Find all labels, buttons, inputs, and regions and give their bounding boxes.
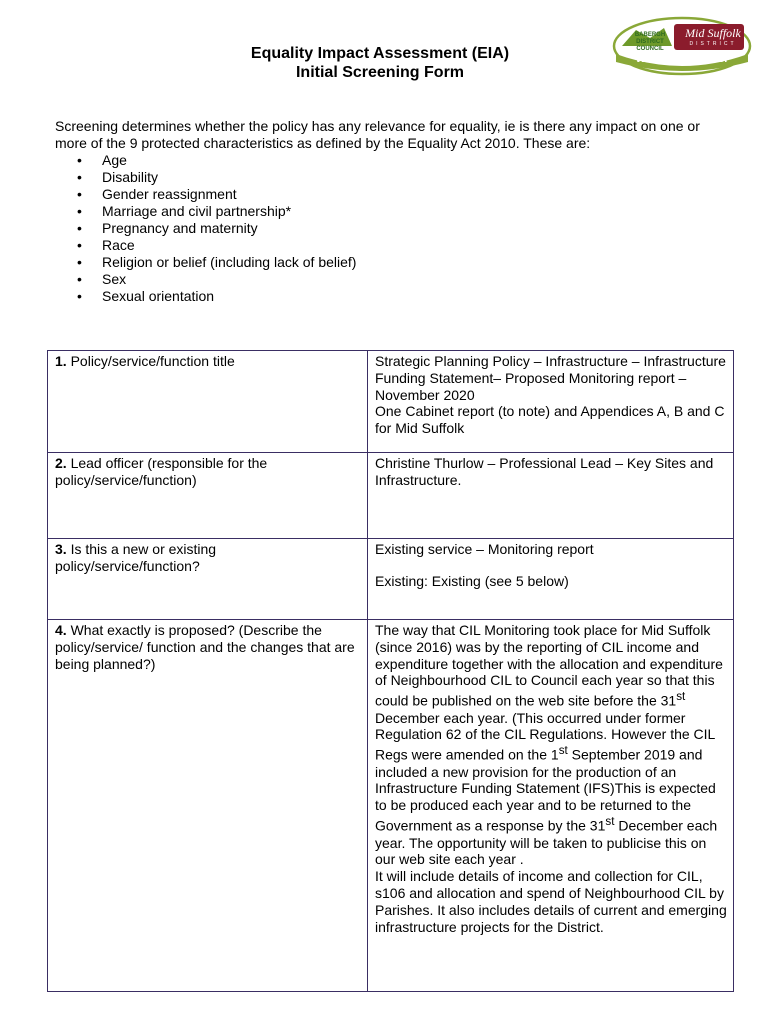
table-row — [48, 351, 734, 453]
question-text: Lead officer (responsible for the policy/service/function) — [55, 455, 268, 488]
bullet: • — [77, 254, 82, 270]
list-item: • Marriage and civil partnership* — [77, 203, 292, 219]
question-text: Policy/service/function title — [70, 353, 235, 369]
question-cell — [48, 620, 368, 992]
screening-table — [47, 350, 734, 992]
answer-text: One Cabinet report (to note) and Appendices A, B and C for Mid Suffolk — [375, 403, 725, 437]
bullet: • — [77, 169, 82, 185]
question-cell — [48, 539, 368, 620]
table-row — [48, 620, 734, 992]
bullet: • — [77, 203, 82, 219]
bullet: • — [77, 220, 82, 236]
list-item: • Sex — [77, 271, 127, 287]
bullet: • — [77, 186, 82, 202]
list-item: • Disability — [77, 169, 159, 185]
form-title-block — [150, 44, 610, 82]
question-number: 1. — [55, 353, 67, 369]
district-logo-text: DISTRICT — [689, 41, 737, 47]
list-item: • Pregnancy and maternity — [77, 220, 258, 236]
bullet: • — [77, 152, 82, 168]
screening-intro — [55, 118, 715, 305]
answer-cell — [368, 453, 734, 539]
answer-cell — [368, 351, 734, 453]
answer-text: Christine Thurlow – Professional Lead – Key Sites and Infrastructure. — [375, 455, 714, 488]
answer-text: Existing service – Monitoring report — [375, 541, 594, 557]
question-cell — [48, 453, 368, 539]
question-cell — [48, 351, 368, 453]
list-item: • Gender reassignment — [77, 186, 237, 202]
question-number: 3. — [55, 541, 67, 557]
answer-text: Strategic Planning Policy – Infrastructure – Infrastructure Funding Statement– Proposed Monitoring report – November 2020 — [375, 353, 726, 403]
babergh-logo-text: BABERGH DISTRICT COUNCIL — [634, 32, 666, 52]
table-row — [48, 539, 734, 620]
question-number: 4. — [55, 622, 67, 638]
council-logo — [612, 16, 752, 76]
answer-text: It will include details of income and collection for CIL, s106 and allocation and spend of Neighbourhood CIL by Parishes. It also includes details of current and emerging infrastructure projects for the District. — [375, 868, 727, 935]
logo-tagline: Working Together — [635, 53, 729, 65]
bullet: • — [77, 271, 82, 287]
list-item: • Sexual orientation — [77, 288, 215, 304]
answer-text: Existing: Existing (see 5 below) — [375, 572, 569, 589]
bullet: • — [77, 237, 82, 253]
answer-text: The way that CIL Monitoring took place for Mid Suffolk (since 2016) was by the reporting of CIL income and expenditure together with the allocation and expenditure of Neighbourhood CIL to Council each year so that this could be published on the web site before the 31st December each year. (This occurred under former Regulation 62 of the CIL Regulations. However the CIL Regs were amended on the 1st September 2019 and included a new provision for the production of an Infrastructure Funding Statement (IFS)This is expected to be produced each year and to be returned to the Government as a response by the 31st December each year. The opportunity will be taken to publicise this on our web site each year . — [375, 622, 723, 868]
list-item: • Religion or belief (including lack of belief) — [77, 254, 357, 270]
question-number: 2. — [55, 455, 67, 471]
question-text: Is this a new or existing policy/service/function? — [55, 541, 217, 574]
protected-characteristics-list — [55, 152, 715, 305]
list-item: • Race — [77, 237, 135, 253]
list-item: • Age — [77, 152, 127, 168]
answer-cell — [368, 539, 734, 620]
intro-paragraph: Screening determines whether the policy has any relevance for equality, ie is there any impact on one or more of the 9 protected characteristics as defined by the Equality Act 2010. These are: — [55, 118, 700, 151]
answer-cell — [368, 620, 734, 992]
table-row — [48, 453, 734, 539]
page-title: Equality Impact Assessment (EIA) — [250, 45, 510, 62]
mid-suffolk-logo-text: Mid Suffolk — [685, 26, 741, 40]
bullet: • — [77, 288, 82, 304]
question-text: What exactly is proposed? (Describe the policy/service/ function and the changes that are being planned?) — [55, 622, 355, 672]
page-subtitle: Initial Screening Form — [295, 64, 465, 81]
